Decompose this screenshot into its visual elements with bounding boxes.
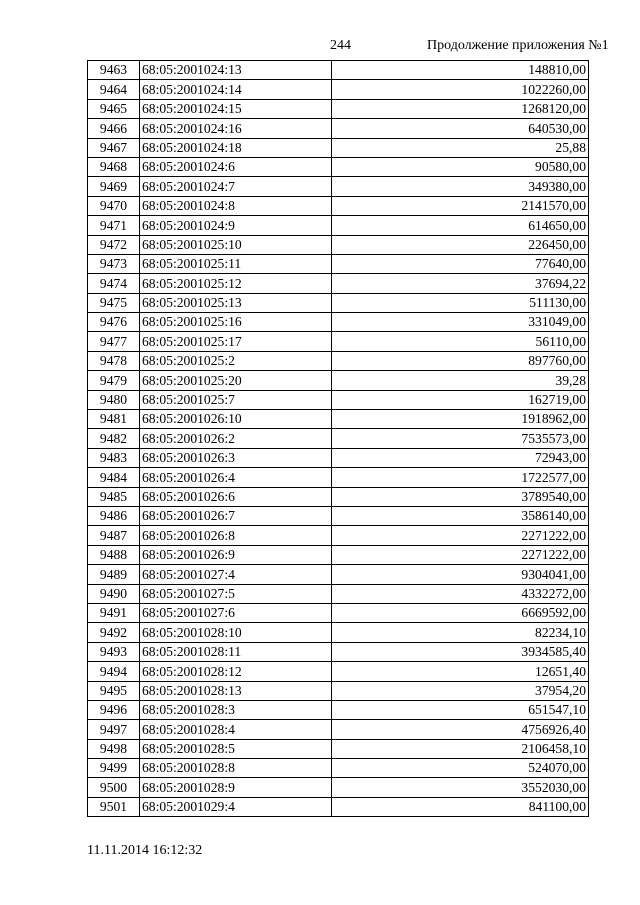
row-number-cell: 9496	[88, 700, 140, 719]
row-number-cell: 9484	[88, 468, 140, 487]
row-number-cell: 9470	[88, 196, 140, 215]
cadastral-number-cell: 68:05:2001028:5	[140, 739, 332, 758]
cadastral-number-cell: 68:05:2001024:14	[140, 80, 332, 99]
cadastral-number-cell: 68:05:2001026:10	[140, 410, 332, 429]
cadastral-number-cell: 68:05:2001024:7	[140, 177, 332, 196]
table-row	[88, 138, 589, 157]
table-row	[88, 739, 589, 758]
cadastral-number-cell: 68:05:2001025:16	[140, 313, 332, 332]
row-number-cell: 9477	[88, 332, 140, 351]
row-number-cell: 9500	[88, 778, 140, 797]
table-row	[88, 545, 589, 564]
cadastral-value-cell: 2106458,10	[332, 739, 589, 758]
cadastral-value-cell: 25,88	[332, 138, 589, 157]
row-number-cell: 9485	[88, 487, 140, 506]
table-row	[88, 351, 589, 370]
table-row	[88, 196, 589, 215]
cadastral-value-cell: 77640,00	[332, 254, 589, 273]
cadastral-number-cell: 68:05:2001024:16	[140, 119, 332, 138]
table-row	[88, 759, 589, 778]
page-header-title: Продолжение приложения №1	[427, 38, 609, 53]
cadastral-value-cell: 841100,00	[332, 797, 589, 816]
row-number-cell: 9497	[88, 720, 140, 739]
cadastral-number-cell: 68:05:2001029:4	[140, 797, 332, 816]
table-row	[88, 332, 589, 351]
row-number-cell: 9492	[88, 623, 140, 642]
cadastral-number-cell: 68:05:2001027:6	[140, 603, 332, 622]
row-number-cell: 9466	[88, 119, 140, 138]
table-row	[88, 99, 589, 118]
cadastral-value-cell: 1918962,00	[332, 410, 589, 429]
table-body	[88, 61, 589, 817]
row-number-cell: 9474	[88, 274, 140, 293]
row-number-cell: 9473	[88, 254, 140, 273]
row-number-cell: 9471	[88, 216, 140, 235]
cadastral-number-cell: 68:05:2001026:9	[140, 545, 332, 564]
cadastral-number-cell: 68:05:2001028:9	[140, 778, 332, 797]
cadastral-number-cell: 68:05:2001024:13	[140, 61, 332, 80]
cadastral-number-cell: 68:05:2001028:4	[140, 720, 332, 739]
cadastral-number-cell: 68:05:2001026:2	[140, 429, 332, 448]
row-number-cell: 9467	[88, 138, 140, 157]
cadastral-number-cell: 68:05:2001028:3	[140, 700, 332, 719]
cadastral-value-table	[87, 60, 589, 817]
row-number-cell: 9486	[88, 506, 140, 525]
cadastral-value-cell: 524070,00	[332, 759, 589, 778]
row-number-cell: 9491	[88, 603, 140, 622]
table-row	[88, 254, 589, 273]
cadastral-number-cell: 68:05:2001028:8	[140, 759, 332, 778]
cadastral-number-cell: 68:05:2001026:8	[140, 526, 332, 545]
table-row	[88, 410, 589, 429]
footer-timestamp: 11.11.2014 16:12:32	[87, 843, 203, 858]
row-number-cell: 9475	[88, 293, 140, 312]
row-number-cell: 9489	[88, 565, 140, 584]
table-row	[88, 797, 589, 816]
row-number-cell: 9488	[88, 545, 140, 564]
cadastral-number-cell: 68:05:2001026:7	[140, 506, 332, 525]
cadastral-number-cell: 68:05:2001028:13	[140, 681, 332, 700]
row-number-cell: 9463	[88, 61, 140, 80]
cadastral-value-cell: 3552030,00	[332, 778, 589, 797]
cadastral-number-cell: 68:05:2001026:3	[140, 448, 332, 467]
row-number-cell: 9493	[88, 642, 140, 661]
cadastral-value-cell: 12651,40	[332, 662, 589, 681]
cadastral-value-cell: 148810,00	[332, 61, 589, 80]
cadastral-number-cell: 68:05:2001024:8	[140, 196, 332, 215]
row-number-cell: 9476	[88, 313, 140, 332]
row-number-cell: 9479	[88, 371, 140, 390]
cadastral-number-cell: 68:05:2001027:5	[140, 584, 332, 603]
row-number-cell: 9468	[88, 157, 140, 176]
table-row	[88, 526, 589, 545]
cadastral-value-cell: 897760,00	[332, 351, 589, 370]
cadastral-number-cell: 68:05:2001024:15	[140, 99, 332, 118]
cadastral-number-cell: 68:05:2001028:12	[140, 662, 332, 681]
row-number-cell: 9469	[88, 177, 140, 196]
table-row	[88, 157, 589, 176]
cadastral-value-cell: 1722577,00	[332, 468, 589, 487]
table-row	[88, 61, 589, 80]
cadastral-number-cell: 68:05:2001025:7	[140, 390, 332, 409]
cadastral-number-cell: 68:05:2001028:10	[140, 623, 332, 642]
table-row	[88, 429, 589, 448]
cadastral-value-cell: 6669592,00	[332, 603, 589, 622]
cadastral-value-cell: 226450,00	[332, 235, 589, 254]
cadastral-value-cell: 349380,00	[332, 177, 589, 196]
row-number-cell: 9501	[88, 797, 140, 816]
cadastral-number-cell: 68:05:2001025:12	[140, 274, 332, 293]
cadastral-value-cell: 82234,10	[332, 623, 589, 642]
table-row	[88, 177, 589, 196]
cadastral-value-cell: 614650,00	[332, 216, 589, 235]
table-row	[88, 487, 589, 506]
cadastral-value-cell: 37694,22	[332, 274, 589, 293]
cadastral-value-cell: 2271222,00	[332, 545, 589, 564]
cadastral-number-cell: 68:05:2001026:6	[140, 487, 332, 506]
table-row	[88, 216, 589, 235]
row-number-cell: 9487	[88, 526, 140, 545]
table-row	[88, 642, 589, 661]
row-number-cell: 9464	[88, 80, 140, 99]
cadastral-value-cell: 3934585,40	[332, 642, 589, 661]
table-row	[88, 293, 589, 312]
table-row	[88, 506, 589, 525]
cadastral-value-cell: 7535573,00	[332, 429, 589, 448]
row-number-cell: 9478	[88, 351, 140, 370]
cadastral-value-cell: 1022260,00	[332, 80, 589, 99]
cadastral-number-cell: 68:05:2001024:6	[140, 157, 332, 176]
cadastral-value-cell: 37954,20	[332, 681, 589, 700]
table-row	[88, 468, 589, 487]
table-row	[88, 235, 589, 254]
cadastral-value-cell: 162719,00	[332, 390, 589, 409]
cadastral-value-cell: 56110,00	[332, 332, 589, 351]
table-row	[88, 371, 589, 390]
table-row	[88, 681, 589, 700]
cadastral-value-cell: 39,28	[332, 371, 589, 390]
row-number-cell: 9483	[88, 448, 140, 467]
cadastral-number-cell: 68:05:2001025:10	[140, 235, 332, 254]
table-row	[88, 313, 589, 332]
cadastral-number-cell: 68:05:2001027:4	[140, 565, 332, 584]
row-number-cell: 9490	[88, 584, 140, 603]
cadastral-number-cell: 68:05:2001025:2	[140, 351, 332, 370]
table-row	[88, 700, 589, 719]
cadastral-number-cell: 68:05:2001025:20	[140, 371, 332, 390]
table-row	[88, 390, 589, 409]
row-number-cell: 9465	[88, 99, 140, 118]
cadastral-value-cell: 651547,10	[332, 700, 589, 719]
row-number-cell: 9498	[88, 739, 140, 758]
cadastral-value-cell: 4756926,40	[332, 720, 589, 739]
table-row	[88, 119, 589, 138]
cadastral-number-cell: 68:05:2001024:9	[140, 216, 332, 235]
cadastral-value-cell: 511130,00	[332, 293, 589, 312]
cadastral-value-cell: 90580,00	[332, 157, 589, 176]
cadastral-number-cell: 68:05:2001028:11	[140, 642, 332, 661]
table-row	[88, 448, 589, 467]
table-row	[88, 778, 589, 797]
row-number-cell: 9495	[88, 681, 140, 700]
row-number-cell: 9481	[88, 410, 140, 429]
cadastral-value-cell: 4332272,00	[332, 584, 589, 603]
row-number-cell: 9472	[88, 235, 140, 254]
table-row	[88, 584, 589, 603]
cadastral-number-cell: 68:05:2001025:13	[140, 293, 332, 312]
table-row	[88, 80, 589, 99]
table-row	[88, 623, 589, 642]
table-row	[88, 720, 589, 739]
cadastral-number-cell: 68:05:2001025:17	[140, 332, 332, 351]
row-number-cell: 9482	[88, 429, 140, 448]
cadastral-value-cell: 9304041,00	[332, 565, 589, 584]
cadastral-value-cell: 640530,00	[332, 119, 589, 138]
cadastral-value-cell: 331049,00	[332, 313, 589, 332]
row-number-cell: 9499	[88, 759, 140, 778]
cadastral-number-cell: 68:05:2001026:4	[140, 468, 332, 487]
cadastral-value-cell: 2271222,00	[332, 526, 589, 545]
cadastral-number-cell: 68:05:2001024:18	[140, 138, 332, 157]
table-row	[88, 662, 589, 681]
table-row	[88, 274, 589, 293]
row-number-cell: 9480	[88, 390, 140, 409]
cadastral-value-cell: 3586140,00	[332, 506, 589, 525]
page-number: 244	[330, 38, 351, 53]
cadastral-value-cell: 2141570,00	[332, 196, 589, 215]
row-number-cell: 9494	[88, 662, 140, 681]
cadastral-value-cell: 1268120,00	[332, 99, 589, 118]
cadastral-number-cell: 68:05:2001025:11	[140, 254, 332, 273]
table-row	[88, 565, 589, 584]
cadastral-value-cell: 72943,00	[332, 448, 589, 467]
cadastral-value-cell: 3789540,00	[332, 487, 589, 506]
table-row	[88, 603, 589, 622]
